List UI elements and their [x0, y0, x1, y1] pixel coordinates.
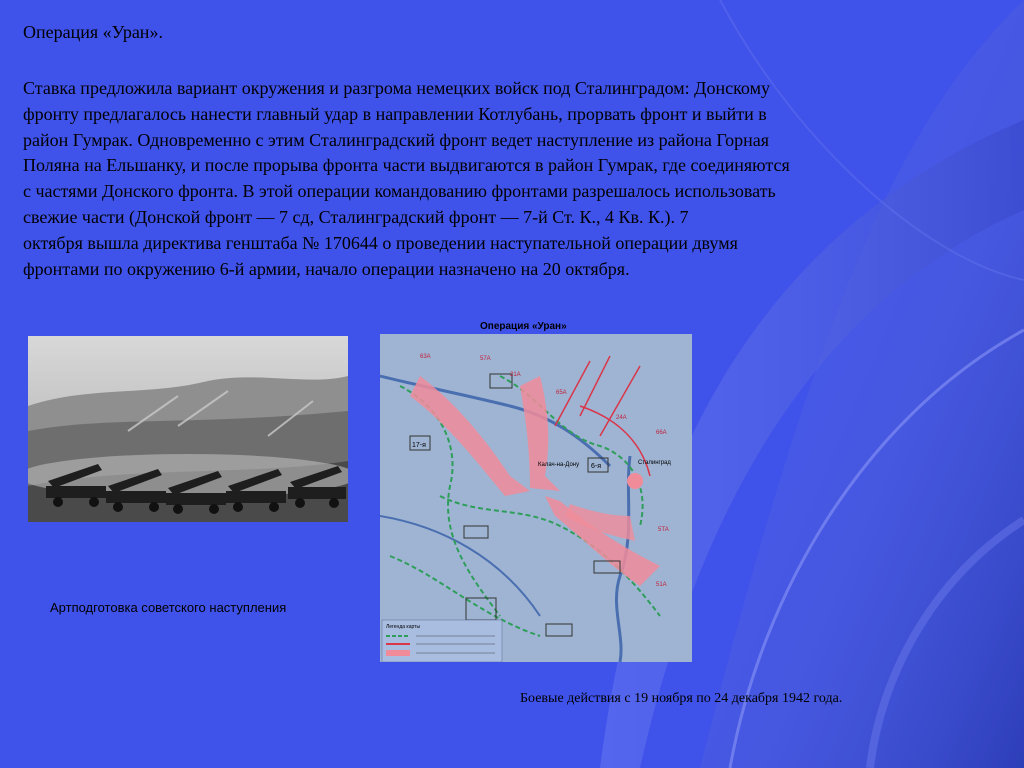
map-legend-title: Легенда карты — [386, 624, 421, 630]
map-label-6: 6-я — [591, 463, 602, 470]
map-label-63a: 63А — [420, 354, 431, 360]
map-label-65a: 65А — [556, 390, 567, 396]
map-caption: Боевые действия с 19 ноября по 24 декабря 1942 года. — [520, 691, 843, 706]
body-line: свежие части (Донской фронт — 7 сд, Сталинградский фронт — 7-й Ст. К., 4 Кв. К.). 7 — [23, 206, 689, 227]
body-line: октября вышла директива генштаба № 170644 о проведении наступательной операции двумя — [23, 232, 738, 253]
katyusha-photo — [28, 336, 348, 522]
map-label-stalingrad: Сталинград — [638, 460, 671, 466]
map-label-66a: 66А — [656, 430, 667, 436]
body-line: фронтами по окружению 6-й армии, начало операции назначено на 20 октября. — [23, 258, 630, 279]
map-title: Операция «Уран» — [480, 321, 567, 332]
map-label-5ta: 5ТА — [658, 527, 669, 533]
map-label-kalach: Калач-на-Дону — [538, 462, 580, 468]
map-label-17: 17-я — [412, 442, 426, 449]
map-label-21a: 21А — [510, 372, 521, 378]
body-line: Ставка предложила вариант окружения и разгрома немецких войск под Сталинградом: Донскому — [23, 78, 770, 98]
photo-caption: Артподготовка советского наступления — [50, 600, 287, 615]
body-line: район Гумрак. Одновременно с этим Сталинградский фронт ведет наступление из района Горная — [23, 129, 770, 150]
body-line: фронту предлагалось нанести главный удар в направлении Котлубань, прорвать фронт и выйти в — [23, 103, 767, 124]
map-label-57a: 57А — [480, 356, 491, 362]
slide-body-text — [23, 76, 998, 282]
map-label-51a: 51А — [656, 582, 667, 588]
operation-uranus-map — [380, 316, 692, 662]
body-line: с частями Донского фронта. В этой операции командованию фронтами разрешалось использовать — [23, 181, 776, 202]
map-label-24a: 24А — [616, 415, 627, 421]
body-line: Поляна на Ельшанку, и после прорыва фронта части выдвигаются в район Гумрак, где соединяются — [23, 155, 790, 176]
slide-title: Операция «Уран». — [23, 22, 163, 42]
